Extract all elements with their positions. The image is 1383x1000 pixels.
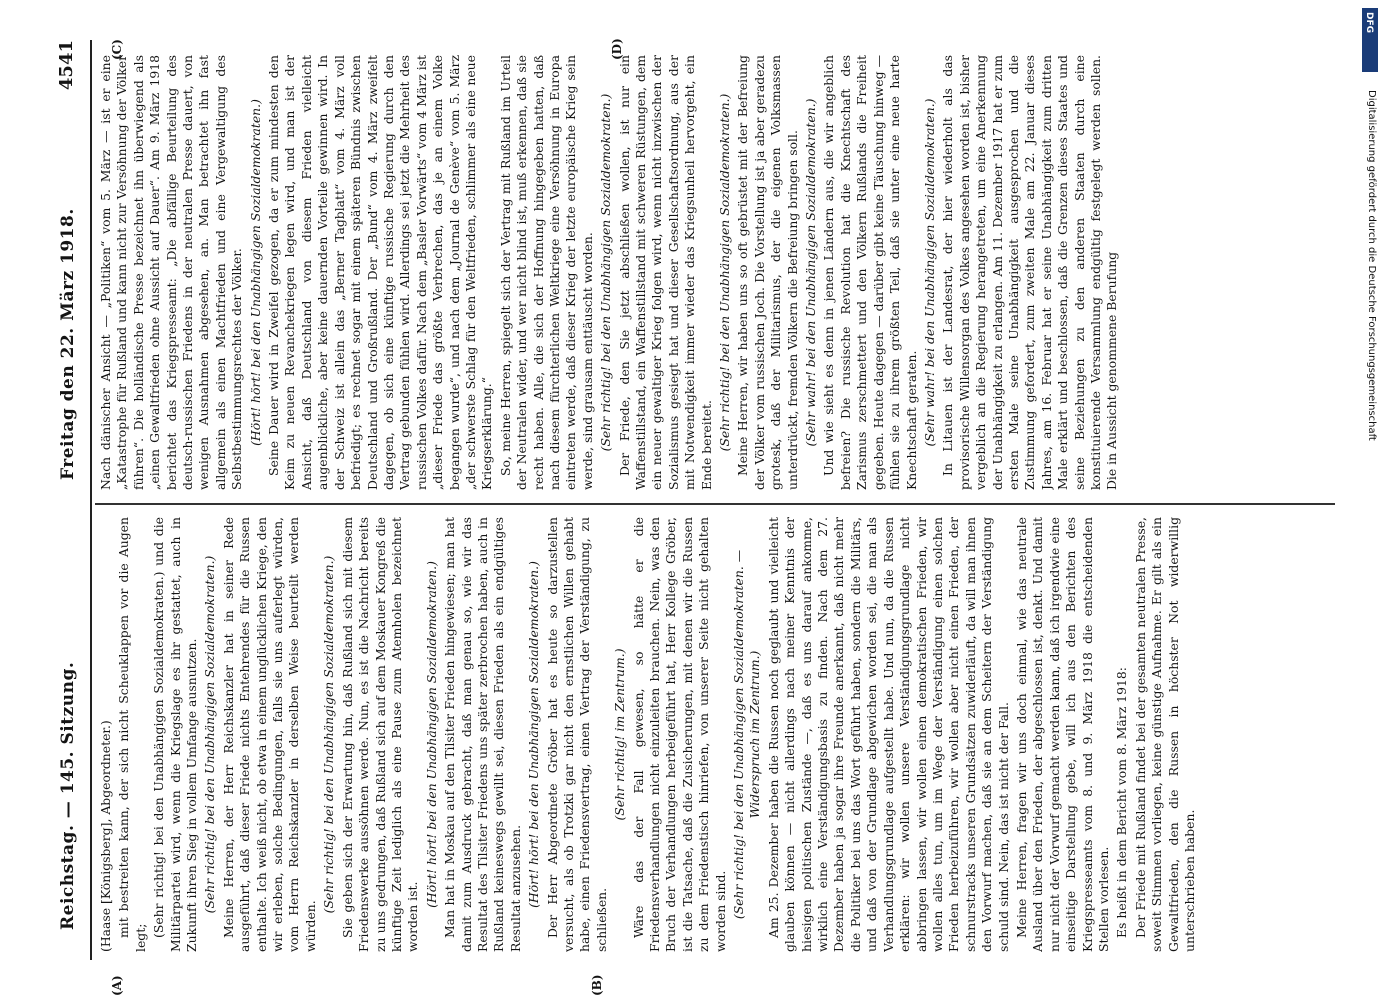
- margin-letter-a: (A): [110, 975, 124, 996]
- page-number: 4541: [56, 40, 77, 91]
- interjection: (Hört! hört! bei den Unabhängigen Sozialdemokraten.): [423, 561, 439, 908]
- interjection: (Sehr wahr! bei den Unabhängigen Sozialdemokraten.): [803, 98, 819, 447]
- paragraph: Meine Herren, wir haben uns so oft gebrüstet mit der Befreiung der Völker vom russischen Joch. Die Vorstellung ist ja aber geradezu grotesk, daß der Militarismus, der die eigenen Volksmassen unterdrückt, fremden Völkern die Befreiung bringen soll.: [735, 55, 800, 490]
- interjection: (Sehr richtig! bei den Unabhängigen Sozialdemokraten.): [202, 555, 218, 914]
- paragraph: (Haase [Königsberg], Abgeordneter.): [98, 720, 113, 952]
- rotated-print-area: [50, 38, 1340, 996]
- paragraph: Der Friede, den Sie jetzt abschließen wollen, ist nur ein Waffenstillstand, ein Waffenstillstand mit schweren Rüstungen, dem ein neuer gewaltiger Krieg folgen wird, wenn nicht inzwischen der Sozialismus gesiegt hat und dieser Gesellschaftsordnung, aus der mit Notwendigkeit immer wieder das Kriegsunheil hervorgeht, ein Ende bereitet.: [616, 55, 714, 490]
- paragraph: mit bestreiten kann, der sich nicht Scheuklappen vor die Augen legt;: [116, 517, 148, 952]
- margin-letter-d: (D): [610, 38, 624, 60]
- header-left: Reichstag. — 145. Sitzung.: [58, 661, 78, 930]
- interjection: (Hört! hört! bei den Unabhängigen Sozialdemokraten.): [526, 561, 542, 908]
- header-rule: [90, 40, 92, 960]
- paragraph: Der Herr Abgeordnete Gröber hat es heute so darzustellen versucht, als ob Trotzki gar nicht den ernstlichen Willen gehabt habe, einen Friedensvertrag, einen Vertrag der Verständigung, zu schließen.: [544, 517, 609, 952]
- interjection: (Sehr richtig! bei den Unabhängigen Sozialdemokraten. — Widerspruch im Zentrum.): [731, 549, 763, 920]
- paragraph: Meine Herren, fragen wir uns doch einmal, wie das neutrale Ausland über den Frieden, der abgeschlossen ist, denkt. Und damit nur nicht der Vorwurf gemacht werden kann, daß ich irgendwie eine einseitige Darstellung gebe, will ich aus den Berichten des Kriegspresseamts vom 8. und 9. März 1918 die entscheidenden Stellen vorlesen.: [1013, 517, 1111, 952]
- text-column-right: [98, 55, 1328, 490]
- interjection: (Sehr richtig! bei den Unabhängigen Sozialdemokraten.): [717, 93, 733, 452]
- paragraph: Man hat in Moskau auf den Tilsiter Frieden hingewiesen; man hat damit zum Ausdruck gebracht, daß man genau so, wie wir das Resultat des Tilsiter Friedens uns später zerbrochen haben, auch in Rußland keineswegs gewillt sei, diesen Frieden als ein endgültiges Resultat anzusehen.: [442, 517, 523, 952]
- paragraph: (Sehr richtig! bei den Unabhängigen Sozialdemokraten.) und die Militärpartei wird, wenn die Kriegslage es ihr gestattet, auch in Zukunft ihren Sieg in vollem Umfange ausnutzen.: [151, 517, 200, 952]
- paragraph: Nach dänischer Ansicht — „Politiken“ vom 5. März — ist er eine „Katastrophe für Rußland und kann nicht zur Versöhnung der Völker führen“. Die holländische Presse bezeichnet ihn überwiegend als „einen Gewaltfrieden ohne Aussicht auf Dauer“. Am 9. März 1918 berichtet das Kriegspresseamt: „Die abfällige Beurteilung des deutsch-russischen Friedens in der neutralen Presse dauert, von wenigen Ausnahmen abgesehen, an. Man betrachtet ihn fast allgemein als einen Machtfrieden und eine Vergewaltigung des Selbstbestimmungsrechtes der Völker.: [98, 55, 245, 490]
- paragraph: Es heißt in dem Bericht vom 8. März 1918:: [1114, 667, 1130, 938]
- interjection: (Sehr richtig! bei den Unabhängigen Sozialdemokraten.): [598, 93, 614, 452]
- header-right: Freitag den 22. März 1918.: [58, 208, 78, 480]
- funding-note-text: Digitalisierung gefördert durch die Deutsche Forschungsgemeinschaft: [1366, 90, 1377, 441]
- dfg-logo: [1362, 8, 1378, 72]
- paragraph: Am 25. Dezember haben die Russen noch geglaubt und vielleicht glauben können — nicht allerdings nach meiner Kenntnis der hiesigen politischen Zustände —, daß es uns darauf ankomme, wirklich eine Verständigungsbasis zu finden. Nach dem 27. Dezember haben ja sogar ihre Freunde anerkannt, daß nicht mehr die Politiker bei uns das Wort geführt haben, sondern die Militärs, und daß von der Grundlage abgewichen worden sei, die man als Verhandlungsgrundlage aufgestellt habe. Und nun, da die Russen erklären: wir wollen unsere Verständigungsgrundlage nicht abbringen lassen, wir wollen einen demokratischen Frieden, wir wollen alles tun, um im Wege der Verständigung einen solchen Frieden herbeizuführen, wir wollen aber nicht einen Frieden, der schnurstracks unseren Grundsätzen zuwiderläuft, da will man ihnen den Vorwurf machen, daß sie an dem Scheitern der Verständigung schuld sind. Nein, das ist nicht der Fall.: [765, 517, 1011, 952]
- funding-note: [1360, 90, 1380, 990]
- running-header: [50, 40, 90, 960]
- margin-letter-c: (C): [110, 39, 124, 60]
- paragraph: Und wie sieht es denn in jenen Ländern aus, die wir angeblich befreien? Die russische Revolution hat die Knechtschaft des Zarismus zerschmettert und den Völkern Rußlands die Freiheit gegeben. Heute dagegen — darüber gibt keine Täuschung hinweg — fühlen sie zu ihrem größten Teil, daß sie unter eine neue harte Knechtschaft geraten.: [821, 55, 919, 490]
- paragraph: So, meine Herren, spiegelt sich der Vertrag mit Rußland im Urteil der Neutralen wider, und wer nicht blind ist, muß erkennen, daß sie recht haben. Alle, die sich der Hoffnung hingegeben hatten, daß nach diesem fürchterlichen Weltkriege eine Versöhnung in Europa eintreten werde, daß dieser Krieg der letzte europäische Krieg sein werde, sind grausam enttäuscht worden.: [497, 55, 595, 490]
- interjection: (Sehr richtig! bei den Unabhängigen Sozialdemokraten.): [321, 555, 337, 914]
- paragraph: Seine Dauer wird in Zweifel gezogen, da er zum mindesten den Keim zu neuen Revanchekriegen legen wird, und man ist der Ansicht, daß Deutschland von diesem Frieden vielleicht augenblickliche, aber keine dauernden Vorteile gewinnen wird. In der Schweiz ist allein das „Berner Tagblatt“ vom 4. März voll befriedigt; es rechnet sogar mit einem späteren Bündnis zwischen Deutschland und Großrußland. Der „Bund“ vom 4. März zweifelt dagegen, ob sich eine künftige russische Regierung durch den Vertrag gebunden fühlen wird. Allerdings sei jetzt die Mehrheit des russischen Volkes dafür. Nach dem „Basler Vorwärts“ vom 4 März ist „dieser Friede das größte Verbrechen, das je an einem Volke begangen wurde“, und nach dem „Journal de Genève“ vom 5. März „der schwerste Schlag für den Weltfrieden, schlimmer als eine neue Kriegserklärung.“: [266, 55, 495, 490]
- paragraph: Der Friede mit Rußland findet bei der gesamten neutralen Presse, soweit Stimmen vorliegen, keine günstige Aufnahme. Er gilt als ein Gewaltfrieden, den die Russen in höchster Not widerwillig unterschrieben haben.: [1132, 517, 1197, 952]
- dfg-sidebar: [1358, 0, 1383, 1000]
- column-divider: [95, 504, 1335, 506]
- paragraph: Sie geben sich der Erwartung hin, daß Rußland sich mit diesem Friedenswerke aussöhnen werde. Nun, es ist die Nachricht bereits zu uns gedrungen, daß Rußland sich auf dem Moskauer Kongreß die künftige Zeit lediglich als eine Pause zum Atemholen bezeichnet worden ist.: [339, 517, 421, 952]
- interjection: (Sehr richtig! im Zentrum.): [612, 648, 628, 821]
- paragraph: In Litauen ist der Landesrat, der hier wiederholt als das provisorische Willensorgan des Volkes angesehen worden ist, bisher vergeblich an die Regierung herangetreten, um eine Anerkennung der Unabhängigkeit zu erlangen. Am 11. Dezember 1917 hat er zum ersten Male seine Unabhängigkeit ausgesprochen und die Zustimmung gefordert, zum zweiten Male am 22. Januar dieses Jahres, am 16. Februar hat er seine Unabhängigkeit zum dritten Male erklärt und beschlossen, daß die Grenzen dieses Staates und seine Beziehungen zu den anderen Staaten durch eine konstituierende Versammlung endgültig festgelegt werden sollen. Die in Aussicht genommene Berufung: [940, 55, 1120, 490]
- paragraph: Meine Herren, der Herr Reichskanzler hat in seiner Rede ausgeführt, daß dieser Friede nichts Entehrendes für die Russen enthalte. Ich weiß nicht, ob etwa in einem unglücklichen Kriege, den wir erleben, solche Bedingungen, falls sie uns auferlegt würden, vom Herrn Reichskanzler in derselben Weise beurteilt werden würden.: [220, 517, 318, 952]
- interjection: (Hört! hört! bei den Unabhängigen Sozialdemokraten.): [247, 99, 263, 446]
- dfg-logo-text: DFG: [1364, 12, 1374, 34]
- interjection: (Sehr wahr! bei den Unabhängigen Sozialdemokraten.): [921, 98, 937, 447]
- text-column-left: [98, 517, 1328, 952]
- margin-letter-b: (B): [590, 974, 604, 996]
- paragraph: Wäre das der Fall gewesen, so hätte er die Friedensverhandlungen nicht einzuleiten brauchen. Nein, was den Bruch der Verhandlungen herbeigeführt hat, Herr Kollege Gröber, ist die Tatsache, daß die Zusicherungen, mit denen wir die Russen zu dem Friedenstisch hinriefen, von unserer Seite nicht gehalten worden sind.: [630, 517, 728, 952]
